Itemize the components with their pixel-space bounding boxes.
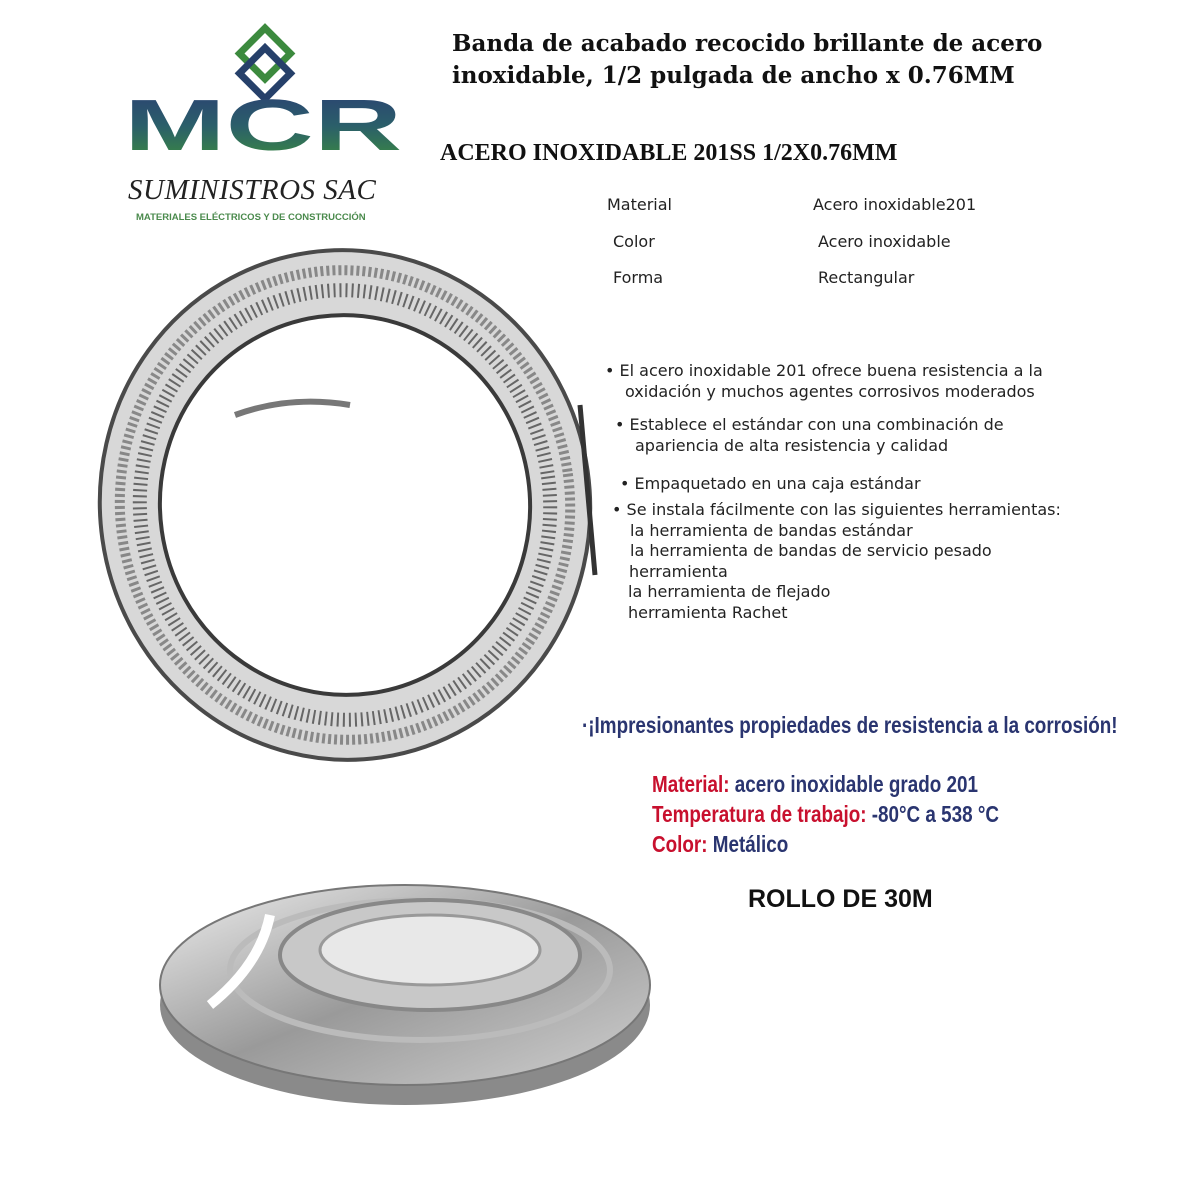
- page-title: [452, 28, 1042, 92]
- bullet-2: • Establece el estándar con una combinación de apariencia de alta resistencia y calidad: [615, 415, 1004, 455]
- roll-length: ROLLO DE 30M: [748, 885, 933, 913]
- spec-value-material: Acero inoxidable201: [813, 195, 977, 214]
- steel-roll-image: [150, 855, 660, 1115]
- product-subtitle: ACERO INOXIDABLE 201SS 1/2X0.76MM: [440, 140, 898, 166]
- prop-color: Color: Metálico: [652, 831, 789, 857]
- logo-brand: MCR: [124, 86, 402, 166]
- logo-name: SUMINISTROS SAC: [128, 174, 377, 206]
- spec-value-color: Acero inoxidable: [818, 232, 951, 251]
- logo-tagline: MATERIALES ELÉCTRICOS Y DE CONSTRUCCIÓN: [136, 212, 366, 223]
- spec-label-color: Color: [613, 232, 655, 251]
- bullet-1: • El acero inoxidable 201 ofrece buena resistencia a la oxidación y muchos agentes corrosivos moderados: [605, 361, 1043, 401]
- bullet-3: • Empaquetado en una caja estándar: [620, 474, 921, 493]
- prop-material: Material: acero inoxidable grado 201: [652, 771, 978, 797]
- bullet-4: • Se instala fácilmente con las siguientes herramientas: la herramienta de bandas estándar la herramienta de bandas de servicio pesado herramienta la herramienta de flejado herramienta Rachet: [612, 500, 1061, 622]
- spec-label-forma: Forma: [613, 268, 664, 287]
- prop-temperature: Temperatura de trabajo: -80°C a 538 °C: [652, 801, 1000, 827]
- logo-mark-icon: [120, 22, 410, 170]
- company-logo: [120, 22, 410, 227]
- corrosion-highlight: ·¡Impresionantes propiedades de resistencia a la corrosión!: [582, 712, 1118, 738]
- spec-label-material: Material: [607, 195, 672, 214]
- steel-coil-image: [90, 245, 610, 775]
- title-line: Banda de acabado recocido brillante de acero: [452, 30, 1043, 57]
- title-line: inoxidable, 1/2 pulgada de ancho x 0.76MM: [452, 62, 1015, 89]
- spec-value-forma: Rectangular: [818, 268, 915, 287]
